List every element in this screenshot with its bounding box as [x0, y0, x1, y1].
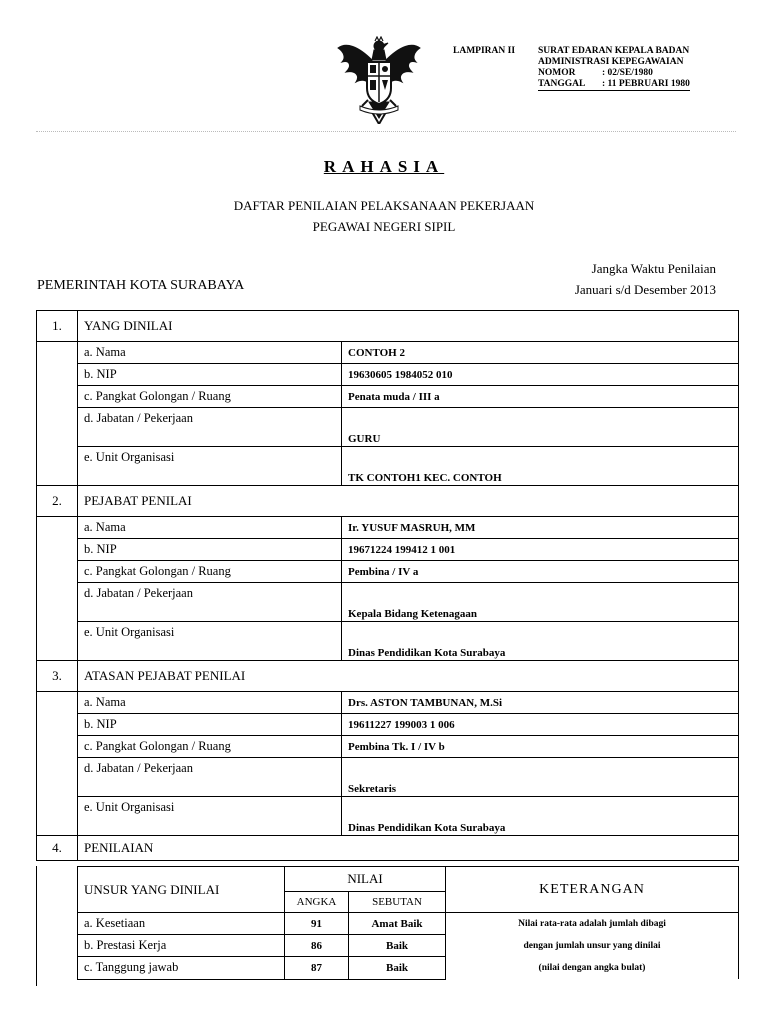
- field-value: GURU: [342, 408, 739, 447]
- field-value: Pembina Tk. I / IV b: [342, 736, 739, 758]
- field-label: a. Nama: [78, 692, 342, 714]
- nomor-label: NOMOR: [538, 68, 576, 78]
- field-value: Sekretaris: [342, 758, 739, 797]
- table-row: [37, 517, 739, 539]
- field-value: Drs. ASTON TAMBUNAN, M.Si: [342, 692, 739, 714]
- angka-header: ANGKA: [285, 892, 349, 913]
- table-row: [37, 797, 739, 836]
- section-spacer: [37, 342, 78, 486]
- field-label: c. Pangkat Golongan / Ruang: [78, 561, 342, 583]
- keterangan-line: Nilai rata-rata adalah jumlah dibagi: [518, 919, 666, 929]
- section-header-row: [37, 486, 739, 517]
- table-row: [37, 408, 739, 447]
- tanggal-row: [538, 79, 690, 90]
- field-label: a. Nama: [78, 517, 342, 539]
- table-row: [37, 758, 739, 797]
- section-header-row: [37, 836, 739, 861]
- keterangan-line: (nilai dengan angka bulat): [538, 963, 646, 973]
- field-label: e. Unit Organisasi: [78, 447, 342, 486]
- edaran-line-1: SURAT EDARAN KEPALA BADAN: [538, 46, 690, 56]
- field-value: 19630605 1984052 010: [342, 364, 739, 386]
- field-label: d. Jabatan / Pekerjaan: [78, 758, 342, 797]
- table-row: [37, 736, 739, 758]
- table-row: [37, 692, 739, 714]
- keterangan-header: KETERANGAN: [446, 867, 739, 913]
- edaran-line-2: ADMINISTRASI KEPEGAWAIAN: [538, 57, 684, 67]
- section-number: 3.: [37, 661, 78, 692]
- document-title: RAHASIA: [323, 157, 445, 176]
- angka-cell: 86: [285, 935, 349, 957]
- table-row: [37, 364, 739, 386]
- lampiran-label: LAMPIRAN II: [453, 46, 516, 56]
- field-label: e. Unit Organisasi: [78, 622, 342, 661]
- penilaian-table: [77, 866, 739, 980]
- employee-info-table: [36, 310, 739, 861]
- section-spacer: [37, 692, 78, 836]
- field-value: CONTOH 2: [342, 342, 739, 364]
- unsur-header: UNSUR YANG DINILAI: [78, 867, 285, 913]
- assessment-period-label: Jangka Waktu Penilaian: [591, 261, 716, 276]
- angka-cell: 87: [285, 957, 349, 979]
- field-label: d. Jabatan / Pekerjaan: [78, 408, 342, 447]
- section-4-left-border: [36, 866, 37, 986]
- field-label: a. Nama: [78, 342, 342, 364]
- field-value: 19611227 199003 1 006: [342, 714, 739, 736]
- unsur-cell: a. Kesetiaan: [78, 913, 285, 935]
- garuda-emblem-icon: [336, 36, 422, 124]
- field-value: Ir. YUSUF MASRUH, MM: [342, 517, 739, 539]
- field-value: Dinas Pendidikan Kota Surabaya: [342, 797, 739, 836]
- nomor-value: : 02/SE/1980: [602, 68, 653, 78]
- section-title: YANG DINILAI: [78, 311, 739, 342]
- field-value: 19671224 199412 1 001: [342, 539, 739, 561]
- nilai-header: NILAI: [285, 867, 446, 892]
- keterangan-line: dengan jumlah unsur yang dinilai: [523, 941, 661, 951]
- field-value: Penata muda / III a: [342, 386, 739, 408]
- tanggal-underline: [538, 79, 690, 91]
- tanggal-label: TANGGAL: [538, 79, 586, 89]
- assessment-period-value: Januari s/d Desember 2013: [574, 282, 716, 297]
- section-number: 4.: [37, 836, 78, 861]
- field-label: e. Unit Organisasi: [78, 797, 342, 836]
- field-value: TK CONTOH1 KEC. CONTOH: [342, 447, 739, 486]
- field-label: b. NIP: [78, 714, 342, 736]
- table-row: [37, 342, 739, 364]
- field-label: c. Pangkat Golongan / Ruang: [78, 386, 342, 408]
- field-label: b. NIP: [78, 539, 342, 561]
- table-row: [37, 714, 739, 736]
- field-value: Pembina / IV a: [342, 561, 739, 583]
- section-header-row: [37, 661, 739, 692]
- keterangan-note: [446, 913, 739, 980]
- nomor-row: [538, 68, 690, 79]
- field-label: d. Jabatan / Pekerjaan: [78, 583, 342, 622]
- section-title: PEJABAT PENILAI: [78, 486, 739, 517]
- sebutan-cell: Amat Baik: [349, 913, 446, 935]
- field-value: Dinas Pendidikan Kota Surabaya: [342, 622, 739, 661]
- table-row: [37, 583, 739, 622]
- assessment-period: [575, 258, 716, 300]
- header-divider: [36, 131, 736, 132]
- table-row: [37, 447, 739, 486]
- section-number: 2.: [37, 486, 78, 517]
- document-subtitle-1: DAFTAR PENILAIAN PELAKSANAAN PEKERJAAN: [233, 198, 535, 213]
- table-row: [37, 622, 739, 661]
- field-value: Kepala Bidang Ketenagaan: [342, 583, 739, 622]
- section-spacer: [37, 517, 78, 661]
- field-label: c. Pangkat Golongan / Ruang: [78, 736, 342, 758]
- section-number: 1.: [37, 311, 78, 342]
- table-row: [78, 913, 739, 935]
- angka-cell: 91: [285, 913, 349, 935]
- sebutan-cell: Baik: [349, 957, 446, 979]
- field-label: b. NIP: [78, 364, 342, 386]
- document-subtitle-2: PEGAWAI NEGERI SIPIL: [312, 219, 456, 234]
- table-row: [37, 561, 739, 583]
- government-name: PEMERINTAH KOTA SURABAYA: [37, 278, 245, 293]
- table-header-row: [78, 867, 739, 892]
- table-row: [37, 539, 739, 561]
- sebutan-cell: Baik: [349, 935, 446, 957]
- unsur-cell: b. Prestasi Kerja: [78, 935, 285, 957]
- sebutan-header: SEBUTAN: [349, 892, 446, 913]
- section-header-row: [37, 311, 739, 342]
- unsur-cell: c. Tanggung jawab: [78, 957, 285, 979]
- tanggal-value: : 11 PEBRUARI 1980: [602, 79, 690, 89]
- table-row: [37, 386, 739, 408]
- section-title: ATASAN PEJABAT PENILAI: [78, 661, 739, 692]
- surat-edaran-block: [538, 46, 690, 90]
- section-title: PENILAIAN: [78, 836, 739, 861]
